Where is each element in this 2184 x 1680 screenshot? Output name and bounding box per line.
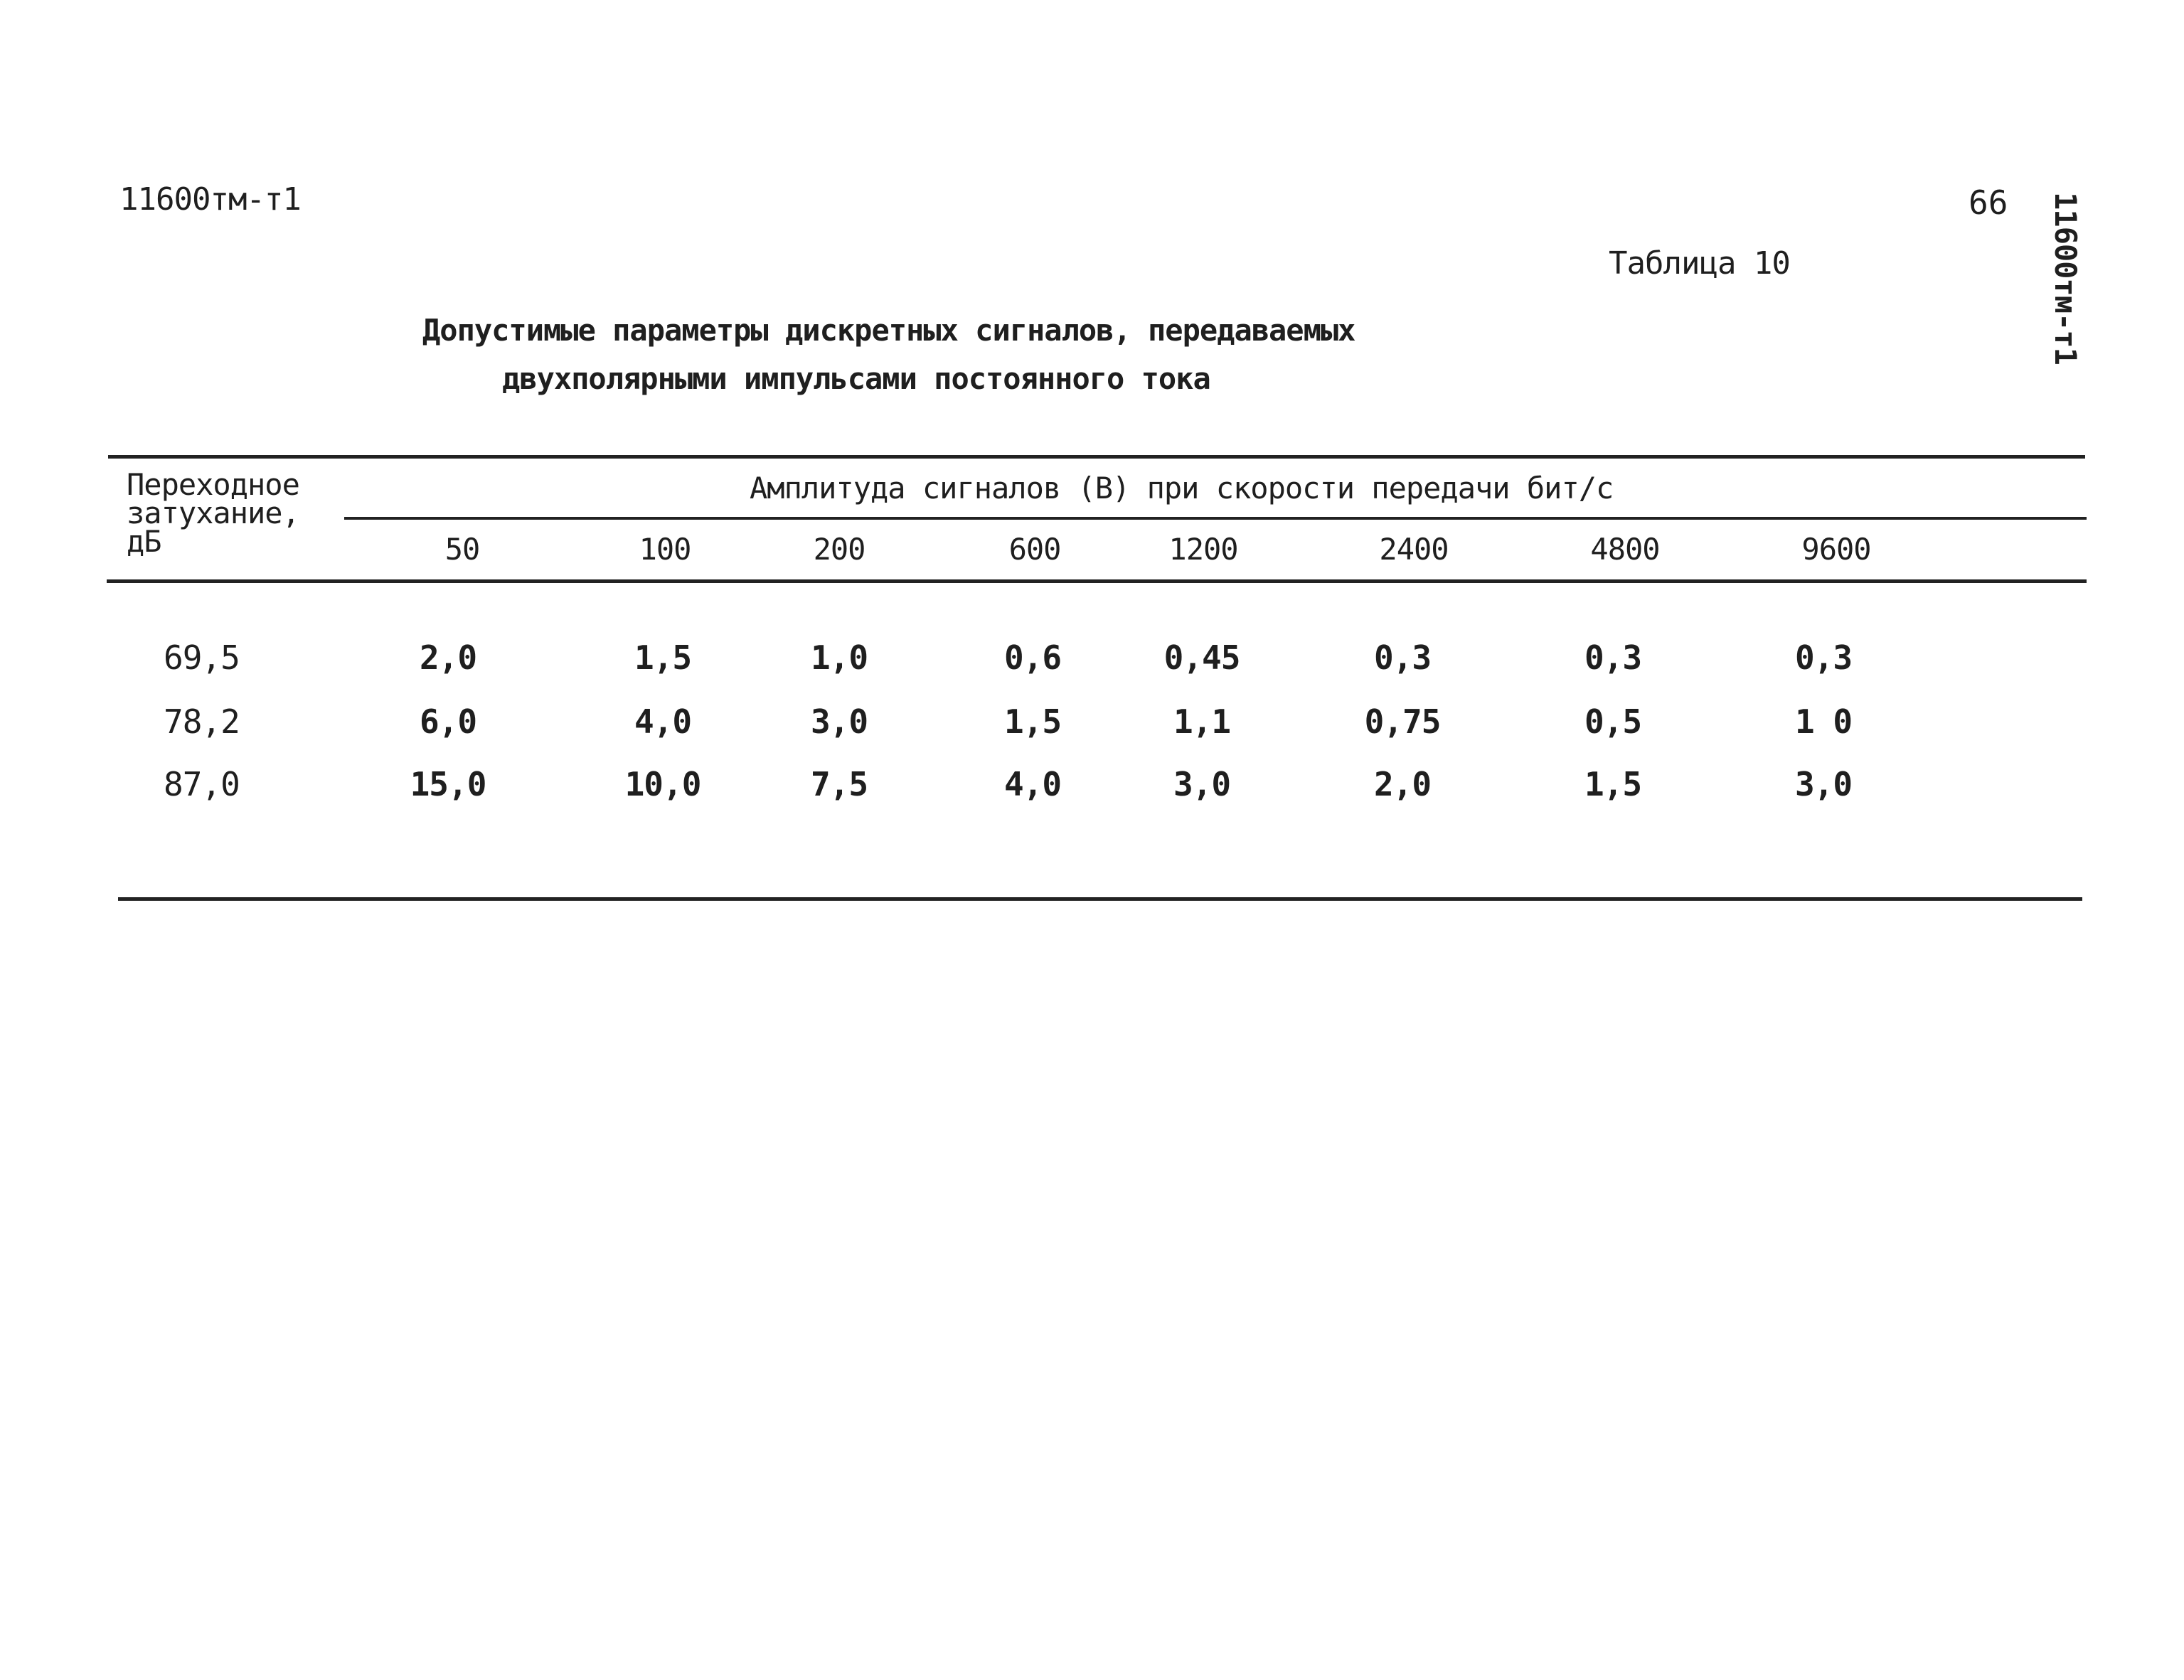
table-title-line-2: двухполярными импульсами постоянного тока [502, 361, 1210, 396]
column-header-rate: 50 [444, 532, 480, 567]
table-header-rule [107, 579, 2087, 583]
amplitude-cell: 1,5 [634, 638, 692, 677]
attenuation-cell: 78,2 [164, 702, 240, 741]
side-document-code: 11600тм-т1 [2048, 192, 2083, 365]
amplitude-group-header: Амплитуда сигналов (В) при скорости передачи бит/с [750, 471, 1614, 505]
amplitude-cell: 15,0 [410, 765, 486, 803]
amplitude-cell: 4,0 [634, 702, 692, 741]
amplitude-cell: 2,0 [419, 638, 477, 677]
table-title-line-1: Допустимые параметры дискретных сигналов, передаваемых [422, 313, 1355, 348]
stub-header-line: Переходное [127, 467, 299, 502]
amplitude-cell: 10,0 [624, 765, 701, 803]
amplitude-cell: 1,5 [1584, 765, 1642, 803]
page-number: 66 [1969, 183, 2008, 222]
amplitude-cell: 0,3 [1373, 638, 1432, 677]
amplitude-cell: 1,0 [810, 638, 868, 677]
table-top-rule [108, 455, 2085, 459]
amplitude-cell: 0,3 [1794, 638, 1853, 677]
amplitude-cell: 1,5 [1003, 702, 1062, 741]
amplitude-cell: 4,0 [1003, 765, 1062, 803]
column-header-rate: 200 [813, 532, 865, 567]
amplitude-cell: 7,5 [810, 765, 868, 803]
stub-header-line: затухание, [127, 496, 299, 530]
amplitude-cell: 3,0 [1794, 765, 1853, 803]
amplitude-cell: 1 0 [1794, 702, 1853, 741]
amplitude-cell: 2,0 [1373, 765, 1432, 803]
document-code: 11600тм-т1 [119, 181, 301, 218]
table-subheader-rule [344, 517, 2087, 520]
column-header-rate: 9600 [1801, 532, 1871, 567]
stub-header-line: дБ [127, 524, 161, 559]
amplitude-cell: 3,0 [1173, 765, 1231, 803]
amplitude-cell: 0,75 [1364, 702, 1441, 741]
stub-column-header [127, 467, 299, 559]
column-header-rate: 600 [1008, 532, 1061, 567]
column-header-rate: 4800 [1590, 532, 1660, 567]
amplitude-cell: 6,0 [419, 702, 477, 741]
column-header-rate: 2400 [1379, 532, 1449, 567]
amplitude-cell: 0,3 [1584, 638, 1642, 677]
column-header-rate: 1200 [1168, 532, 1238, 567]
attenuation-cell: 69,5 [164, 638, 240, 677]
amplitude-cell: 0,6 [1003, 638, 1062, 677]
table-label: Таблица 10 [1609, 245, 1790, 282]
amplitude-cell: 0,5 [1584, 702, 1642, 741]
column-header-rate: 100 [639, 532, 691, 567]
amplitude-cell: 1,1 [1173, 702, 1231, 741]
attenuation-cell: 87,0 [164, 765, 240, 803]
amplitude-cell: 3,0 [810, 702, 868, 741]
amplitude-cell: 0,45 [1163, 638, 1240, 677]
table-bottom-rule [118, 897, 2082, 901]
